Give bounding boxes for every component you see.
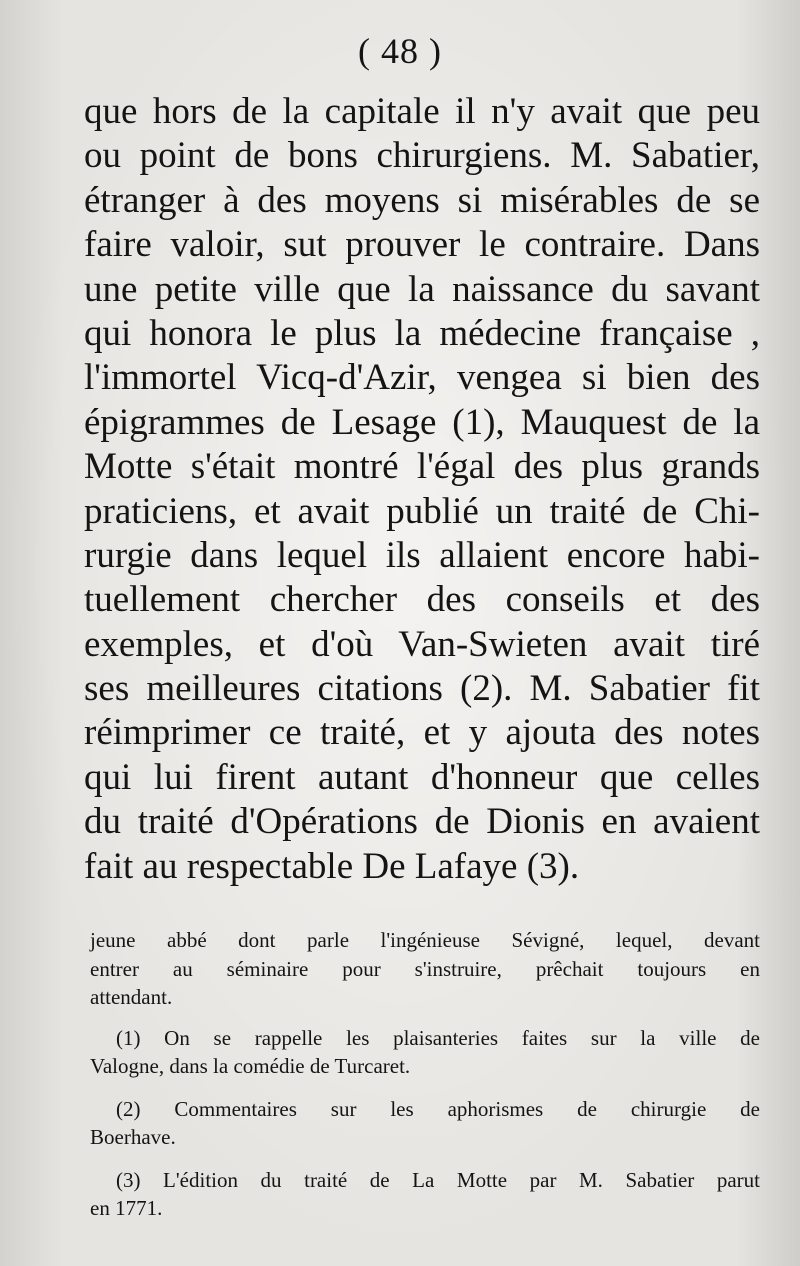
main-text [84, 90, 760, 889]
text-line: étranger à des moyens si misérables de se [84, 179, 760, 221]
footnote-line: Valogne, dans la comédie de Turcaret. [90, 1054, 411, 1078]
footnote-line: jeune abbé dont parle l'ingénieuse Sévigné, lequel, devant [90, 928, 760, 952]
text-line: tuellement chercher des conseils et des [84, 579, 760, 621]
text-line: ou point de bons chirurgiens. M. Sabatier, [84, 135, 760, 177]
page-number: ( 48 ) [358, 31, 442, 71]
text-line: faire valoir, sut prouver le contraire. Dans [84, 224, 760, 266]
text-line: du traité d'Opérations de Dionis en avaient [84, 801, 760, 843]
text-line: que hors de la capitale il n'y avait que peu [84, 91, 760, 132]
footnote-line: (1) On se rappelle les plaisanteries faites sur la ville de [116, 1025, 760, 1050]
footnotes [90, 926, 760, 1223]
footnote-line: entrer au séminaire pour s'instruire, prêchait toujours en [90, 956, 760, 981]
footnote-line: en 1771. [90, 1196, 163, 1220]
text-line: une petite ville que la naissance du savant [84, 268, 760, 310]
footnote-continuation [90, 926, 760, 1012]
footnote-line: (3) L'édition du traité de La Motte par M. Sabatier parut [116, 1167, 760, 1192]
text-line: Motte s'était montré l'égal des plus grands [84, 446, 760, 488]
footnote-line: (2) Commentaires sur les aphorismes de chirurgie de [116, 1096, 760, 1121]
footnote-1 [90, 1024, 760, 1081]
text-line: qui lui firent autant d'honneur que celles [84, 756, 760, 798]
text-line: praticiens, et avait publié un traité de Chi- [84, 490, 760, 532]
text-line: épigrammes de Lesage (1), Mauquest de la [84, 401, 760, 443]
text-line: ses meilleures citations (2). M. Sabatier fit [84, 668, 760, 710]
footnote-line: Boerhave. [90, 1125, 176, 1149]
text-line: réimprimer ce traité, et y ajouta des notes [84, 712, 760, 754]
text-line: fait au respectable De Lafaye (3). [84, 845, 580, 887]
text-line: exemples, et d'où Van-Swieten avait tiré [84, 623, 760, 665]
text-line: rurgie dans lequel ils allaient encore habi- [84, 534, 760, 576]
footnote-line: attendant. [90, 985, 173, 1009]
footnote-2 [90, 1095, 760, 1152]
footnote-3 [90, 1166, 760, 1223]
text-line: l'immortel Vicq-d'Azir, vengea si bien des [84, 357, 760, 399]
text-line: qui honora le plus la médecine française , [84, 312, 760, 354]
